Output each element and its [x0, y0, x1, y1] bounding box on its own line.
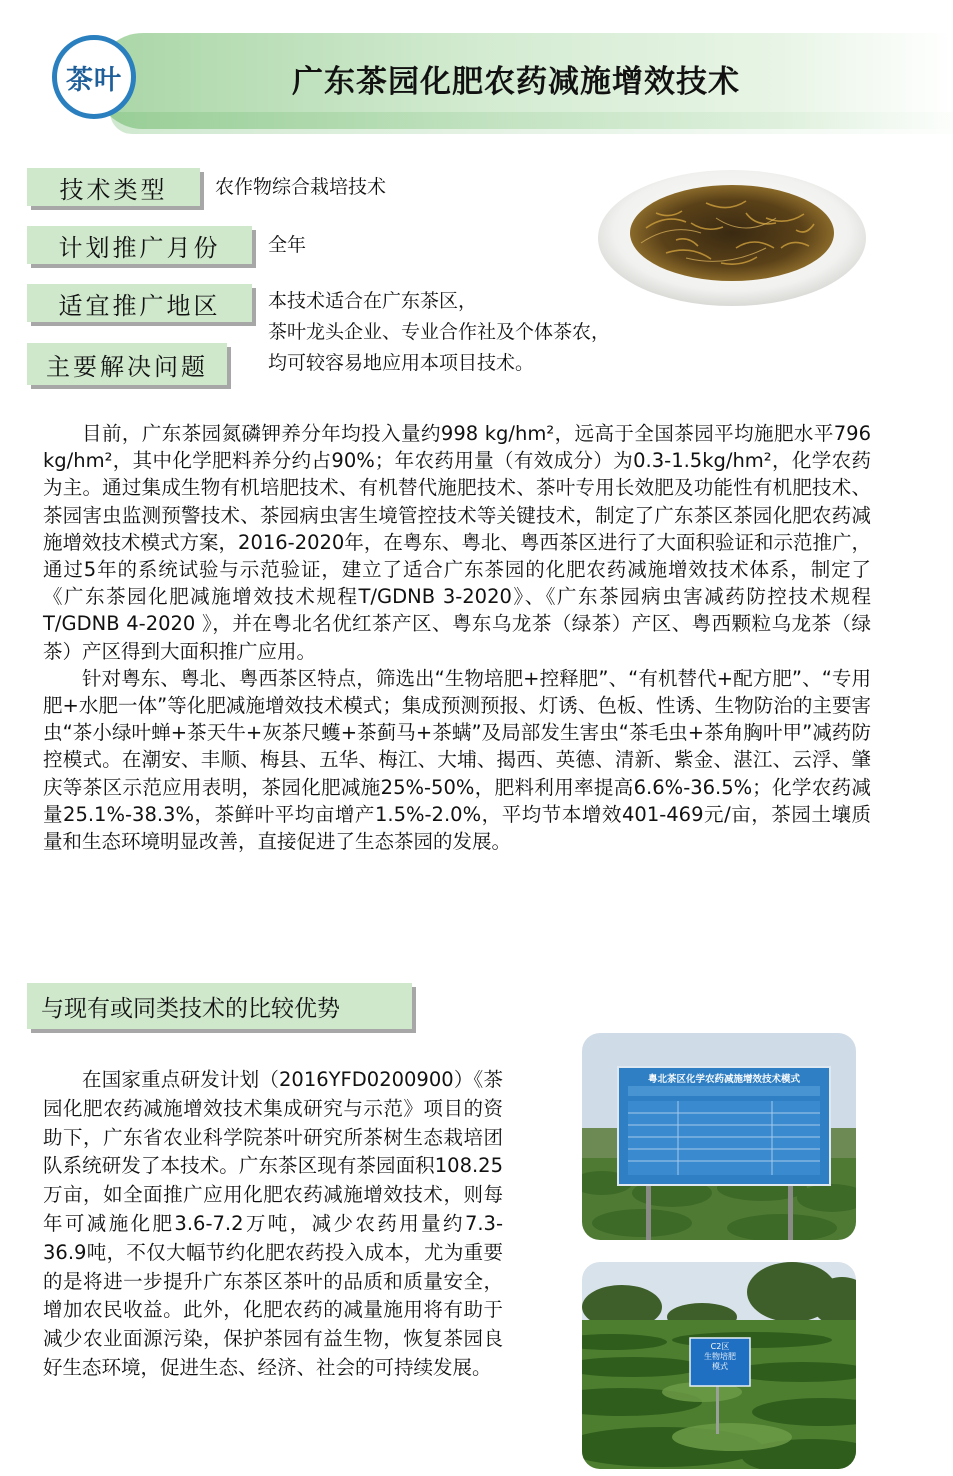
tech-type-label: 技术类型 [27, 168, 200, 206]
title-banner-shadow [110, 112, 953, 134]
tech-type-value: 农作物综合栽培技术 [215, 176, 387, 198]
dried-tea-photo [596, 158, 868, 308]
promo-region-value [268, 286, 610, 379]
comparison-label: 与现有或同类技术的比较优势 [27, 983, 412, 1029]
billboard-title: 粤北茶区化学农药减施增效技术模式 [647, 1074, 800, 1085]
promo-month-value: 全年 [268, 234, 307, 256]
paragraph: 目前，广东茶园氮磷钾养分年均投入量约998 kg/hm²，远高于全国茶园平均施肥水平796 kg/hm²，其中化学肥料养分约占90%；年农药用量（有效成分）为0.3-1.5kg/hm²，化学农药为主。通过集成生物有机培肥技术、有机替代施肥技术、茶叶专用长效肥及功能性有机肥技术、茶园害虫监测预警技术、茶园病虫害生境管控技术等关键技术，制定了广东茶区茶园化肥农药减施增效技术模式方案，2016-2020年，在粤东、粤北、粤西茶区进行了大面积验证和示范推广，通过5年的系统试验与示范验证，建立了适合广东茶园的化肥农药减施增效技术体系，制定了《广东茶园化肥减施增效技术规程T/GDNB 3-2020》、《广东茶园病虫害减药防控技术规程 T/GDNB 4-2020 》，并在粤北名优红茶产区、粤东乌龙茶（绿茶）产区、粤西颗粒乌龙茶（绿茶）产区得到大面积推广应用。 [43, 422, 871, 663]
category-badge: 茶叶 [52, 35, 136, 119]
plot-sign-mode: 生物培肥 [704, 1352, 736, 1361]
plot-sign [690, 1342, 750, 1372]
paragraph: 在国家重点研发计划（2016YFD0200900）《茶园化肥农药减施增效技术集成研究与示范》项目的资助下，广东省农业科学院茶叶研究所茶树生态栽培团队系统研发了本技术。广东茶区现有茶园面积108.25万亩，如全面推广应用化肥农药减施增效技术，则每年可减施化肥3.6-7.2万吨，减少农药用量约7.3-36.9吨，不仅大幅节约化肥农药投入成本，尤为重要的是将进一步提升广东茶区茶叶的品质和质量安全，增加农民收益。此外，化肥农药的减量施用将有助于减少农业面源污染，保护茶园有益生物，恢复茶园良好生态环境，促进生态、经济、社会的可持续发展。 [43, 1068, 503, 1379]
paragraph: 针对粤东、粤北、粤西茶区特点，筛选出“生物培肥+控释肥”、“有机替代+配方肥”、“专用肥+水肥一体”等化肥减施增效技术模式；集成预测预报、灯诱、色板、性诱、生物防治的主要害虫“茶小绿叶蝉+茶天牛+灰茶尺蠖+茶蓟马+茶螨”及局部发生害虫“茶毛虫+茶角胸叶甲”减药防控模式。在潮安、丰顺、梅县、五华、梅江、大埔、揭西、英德、清新、紫金、湛江、云浮、肇庆等茶区示范应用表明，茶园化肥减施25%-50%，肥料利用率提高6.6%-36.5%；化学农药减量25.1%-38.3%，茶鲜叶平均亩增产1.5%-2.0%，平均节本增效401-469元/亩，茶园土壤质量和生态环境明显改善，直接促进了生态茶园的发展。 [43, 666, 871, 854]
main-problem-text [43, 420, 871, 855]
billboard-photo [582, 1033, 856, 1240]
comparison-text [43, 1066, 503, 1383]
plot-sign-mode: 模式 [712, 1362, 728, 1371]
promo-region-label: 适宜推广地区 [27, 284, 252, 322]
promo-region-line: 茶叶龙头企业、专业合作社及个体茶农， [268, 321, 611, 343]
promo-region-line: 本技术适合在广东茶区， [268, 290, 478, 312]
main-problem-label: 主要解决问题 [27, 343, 227, 385]
plot-sign-zone: C2区 [710, 1342, 730, 1351]
promo-month-label: 计划推广月份 [27, 226, 252, 264]
tea-field-photo [582, 1262, 856, 1469]
promo-region-line: 均可较容易地应用本项目技术。 [268, 352, 535, 374]
page-title: 广东茶园化肥农药减施增效技术 [292, 64, 740, 100]
